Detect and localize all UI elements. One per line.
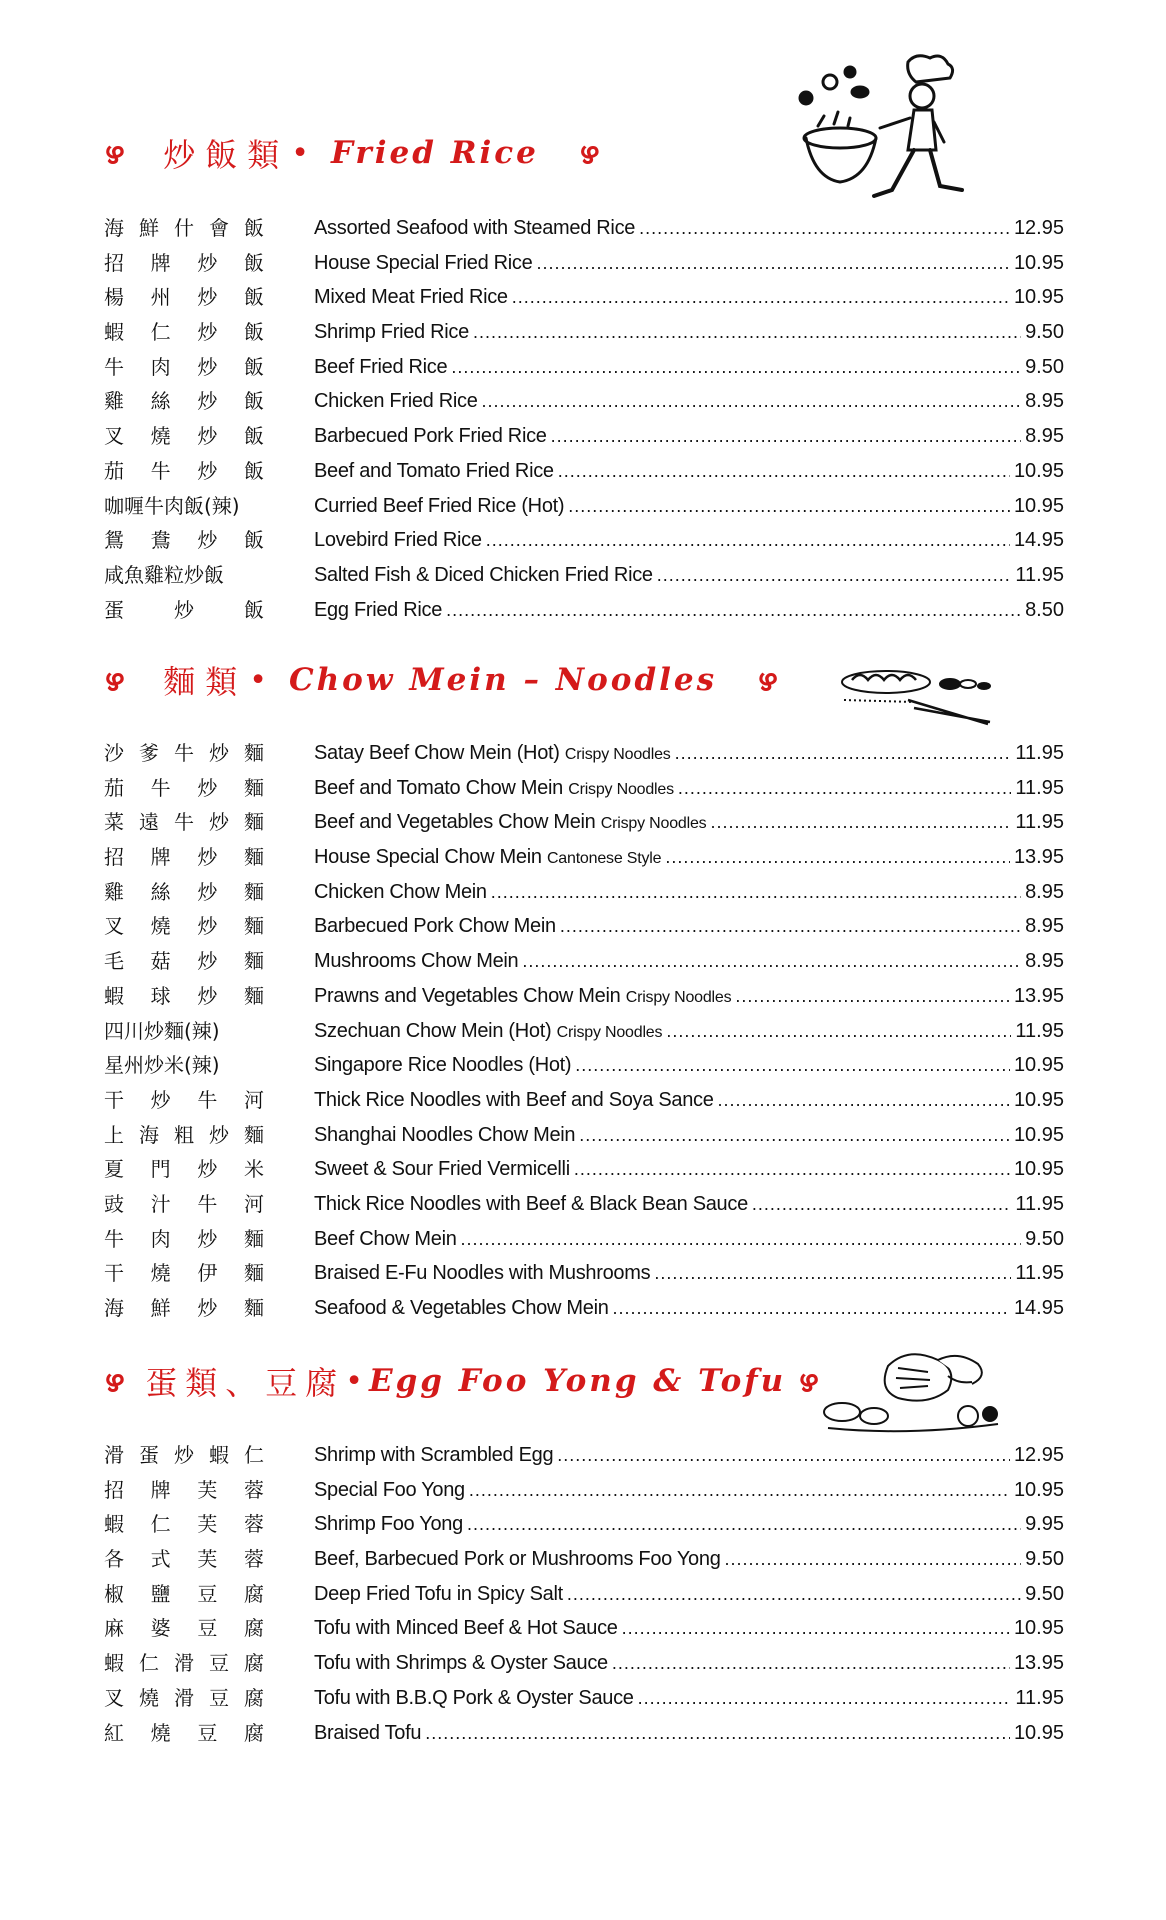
menu-item-chinese-name: 蝦 仁 滑 豆 腐 [104, 1651, 264, 1676]
menu-item-english-label: Shrimp Fried Rice [314, 321, 469, 344]
menu-item-english-label: Egg Fried Rice [314, 598, 443, 621]
dot-leader [638, 1681, 1012, 1716]
menu-item-english-name [314, 1577, 563, 1612]
menu-item-english-label: Tofu with Minced Beef & Hot Sauce [314, 1617, 618, 1640]
menu-item-english-name [314, 350, 447, 385]
menu-item-note: Crispy Noodles [556, 1023, 663, 1041]
menu-item-chinese-name: 招 牌 芙 蓉 [104, 1477, 264, 1502]
swirl-left-icon: ഴ [104, 135, 124, 171]
menu-item-leader [314, 1014, 1064, 1049]
menu-item-english-name [314, 979, 731, 1016]
menu-item-leader [314, 1256, 1064, 1291]
menu-item-leader [314, 454, 1064, 489]
menu-item-price: 9.50 [1025, 355, 1064, 378]
section-title-cn: 麵類 [163, 663, 248, 701]
menu-item-english-name [314, 1507, 463, 1542]
dot-leader [725, 1542, 1022, 1577]
menu-item-english-name [314, 771, 674, 808]
menu-item-chinese-name: 四川炒麵(辣) [104, 1018, 220, 1043]
menu-item-english-label: Shrimp Foo Yong [314, 1513, 463, 1536]
menu-item-chinese-name: 雞 絲 炒 飯 [104, 389, 264, 414]
menu-item-price: 9.50 [1025, 1582, 1064, 1605]
menu-item-chinese-name: 蝦 仁 炒 飯 [104, 320, 264, 345]
menu-item-chinese-name: 招 牌 炒 飯 [104, 250, 264, 275]
menu-item-row [104, 1716, 1064, 1751]
menu-item-chinese-name: 星州炒米(辣) [104, 1053, 220, 1078]
menu-item-row [104, 1611, 1064, 1646]
dot-leader [654, 1256, 1011, 1291]
menu-item-note: Crispy Noodles [568, 780, 674, 798]
menu-list-chow-mein [104, 736, 1064, 1326]
dot-leader [612, 1646, 1010, 1681]
menu-item-row [104, 979, 1064, 1014]
menu-item-price: 10.95 [1013, 1054, 1064, 1077]
section-title-en: Egg Foo Yong & Tofu [368, 1363, 787, 1399]
dot-leader [491, 875, 1021, 910]
menu-item-leader [314, 1507, 1064, 1542]
menu-item-leader [314, 1152, 1064, 1187]
menu-item-english-label: Chicken Fried Rice [314, 390, 478, 413]
menu-item-row [104, 1222, 1064, 1257]
menu-item-price: 8.50 [1025, 598, 1064, 621]
menu-item-row [104, 805, 1064, 840]
menu-item-row [104, 1646, 1064, 1681]
menu-item-chinese-name: 咸魚雞粒炒飯 [104, 562, 224, 587]
menu-item-chinese-name: 鴛 鴦 炒 飯 [104, 528, 264, 553]
dot-leader [451, 350, 1021, 385]
menu-item-row [104, 1118, 1064, 1153]
section-title-cn: 蛋類、豆腐 [145, 1364, 346, 1402]
menu-item-chinese-name: 茄 牛 炒 麵 [104, 775, 264, 800]
menu-item-leader [314, 211, 1064, 246]
menu-item-row [104, 1438, 1064, 1473]
title-separator-dot: • [345, 1363, 363, 1399]
menu-item-chinese-name: 叉 燒 炒 麵 [104, 914, 264, 939]
menu-item-price: 12.95 [1013, 217, 1064, 239]
menu-item-price: 11.95 [1015, 1019, 1064, 1042]
dot-leader [639, 211, 1010, 246]
menu-item-english-name [314, 1256, 650, 1291]
menu-item-row [104, 489, 1064, 524]
menu-item-english-name [314, 558, 653, 593]
dot-leader [473, 315, 1021, 350]
menu-item-english-name [314, 1611, 618, 1646]
menu-item-row [104, 875, 1064, 910]
menu-item-chinese-name: 蝦 球 炒 麵 [104, 983, 264, 1008]
menu-item-price: 9.50 [1025, 321, 1064, 344]
menu-item-row [104, 1577, 1064, 1612]
menu-item-english-name [314, 489, 564, 524]
menu-item-row [104, 736, 1064, 771]
menu-item-english-name [314, 454, 554, 489]
menu-item-leader [314, 805, 1064, 840]
dot-leader [461, 1222, 1022, 1257]
menu-item-price: 9.50 [1025, 1548, 1064, 1571]
menu-item-english-name [314, 1291, 609, 1326]
dot-leader [574, 1152, 1010, 1187]
menu-item-chinese-name: 海 鮮 炒 麵 [104, 1296, 264, 1320]
menu-item-price: 10.95 [1013, 1158, 1064, 1181]
menu-item-english-label: Satay Beef Chow Mein (Hot) [314, 742, 560, 764]
menu-item-leader [314, 350, 1064, 385]
menu-item-row [104, 419, 1064, 454]
menu-item-row [104, 840, 1064, 875]
menu-item-price: 10.95 [1013, 286, 1064, 309]
menu-item-price: 10.95 [1013, 1478, 1064, 1501]
menu-item-price: 12.95 [1013, 1444, 1064, 1466]
menu-item-english-label: Braised Tofu [314, 1721, 422, 1744]
section-title-cn: 炒飯類 [163, 136, 290, 174]
menu-item-chinese-name: 毛 菇 炒 麵 [104, 949, 264, 974]
menu-item-row [104, 211, 1064, 246]
menu-item-english-name [314, 593, 442, 628]
menu-item-chinese-name: 上 海 粗 炒 麵 [104, 1122, 264, 1147]
menu-item-leader [314, 384, 1064, 419]
menu-item-english-name [314, 419, 547, 454]
menu-item-price: 8.95 [1025, 950, 1064, 973]
menu-item-chinese-name: 沙 爹 牛 炒 麵 [104, 741, 264, 765]
menu-item-english-label: Beef and Vegetables Chow Mein [314, 811, 596, 834]
menu-item-chinese-name: 干 燒 伊 麵 [104, 1261, 264, 1286]
menu-item-chinese-name: 牛 肉 炒 麵 [104, 1226, 264, 1251]
menu-item-price: 14.95 [1013, 1297, 1064, 1319]
menu-item-leader [314, 246, 1064, 281]
menu-item-price: 8.95 [1025, 425, 1064, 448]
menu-item-price: 10.95 [1013, 459, 1064, 482]
menu-item-english-label: Szechuan Chow Mein (Hot) [314, 1019, 552, 1042]
menu-item-english-name [314, 523, 482, 558]
menu-item-note: Crispy Noodles [564, 746, 671, 763]
menu-item-leader [314, 1187, 1064, 1222]
menu-item-price: 10.95 [1013, 1123, 1064, 1146]
menu-item-leader [314, 1048, 1064, 1083]
menu-item-price: 11.95 [1015, 776, 1064, 799]
menu-item-leader [314, 1646, 1064, 1681]
menu-item-chinese-name: 牛 肉 炒 飯 [104, 354, 264, 379]
dot-leader [575, 1048, 1010, 1083]
menu-item-price: 11.95 [1015, 742, 1064, 764]
swirl-right-icon: ഴ [757, 662, 777, 698]
menu-item-english-name [314, 909, 556, 944]
dot-leader [579, 1118, 1010, 1153]
dot-leader [613, 1291, 1010, 1326]
menu-item-row [104, 315, 1064, 350]
menu-item-english-name [314, 1681, 634, 1716]
dot-leader [486, 523, 1010, 558]
menu-item-english-label: Lovebird Fried Rice [314, 529, 482, 552]
menu-item-english-name [314, 1187, 748, 1222]
menu-item-english-label: Chicken Chow Mein [314, 880, 487, 903]
menu-item-price: 11.95 [1015, 1686, 1064, 1709]
swirl-left-icon: ഴ [104, 1363, 124, 1399]
menu-item-english-label: Barbecued Pork Fried Rice [314, 425, 547, 448]
menu-item-english-label: Shrimp with Scrambled Egg [314, 1444, 554, 1466]
menu-item-english-label: Deep Fried Tofu in Spicy Salt [314, 1582, 563, 1605]
menu-item-price: 11.95 [1015, 563, 1064, 586]
menu-item-chinese-name: 椒 鹽 豆 腐 [104, 1581, 264, 1606]
dot-leader [558, 454, 1010, 489]
menu-item-english-name [314, 1222, 457, 1257]
menu-item-row [104, 523, 1064, 558]
menu-item-english-label: House Special Fried Rice [314, 251, 533, 274]
seafood-platter-icon [818, 1346, 1008, 1436]
section-header-chow-mein [104, 655, 776, 705]
menu-item-chinese-name: 叉 燒 滑 豆 腐 [104, 1685, 264, 1710]
menu-item-english-name [314, 246, 532, 281]
menu-item-price: 10.95 [1013, 251, 1064, 274]
dot-leader [678, 771, 1012, 806]
menu-item-english-name [314, 1646, 608, 1681]
menu-item-english-label: Sweet & Sour Fried Vermicelli [314, 1158, 570, 1181]
menu-item-chinese-name: 海 鮮 什 會 飯 [104, 216, 264, 240]
menu-item-chinese-name: 麻 婆 豆 腐 [104, 1616, 264, 1641]
menu-item-row [104, 1014, 1064, 1049]
menu-item-row [104, 246, 1064, 281]
menu-item-english-label: Tofu with Shrimps & Oyster Sauce [314, 1652, 608, 1675]
menu-item-price: 8.95 [1025, 880, 1064, 903]
menu-item-leader [314, 1222, 1064, 1257]
dot-leader [710, 805, 1011, 840]
dot-leader [665, 840, 1010, 875]
menu-item-leader [314, 280, 1064, 315]
menu-item-price: 10.95 [1013, 494, 1064, 517]
menu-item-row [104, 558, 1064, 593]
swirl-left-icon: ഴ [104, 662, 124, 698]
menu-item-leader [314, 875, 1064, 910]
menu-item-english-name [314, 875, 487, 910]
menu-item-english-label: Mixed Meat Fried Rice [314, 286, 508, 309]
dot-leader [482, 384, 1022, 419]
menu-item-english-label: Prawns and Vegetables Chow Mein [314, 984, 621, 1007]
menu-item-chinese-name: 紅 燒 豆 腐 [104, 1720, 264, 1745]
menu-item-chinese-name: 夏 門 炒 米 [104, 1157, 264, 1182]
menu-item-leader [314, 944, 1064, 979]
dish-chopsticks-icon [838, 660, 998, 730]
title-separator-dot: • [291, 135, 309, 171]
menu-item-price: 13.95 [1013, 846, 1064, 869]
dot-leader [675, 736, 1012, 771]
dot-leader [752, 1187, 1012, 1222]
menu-item-price: 10.95 [1013, 1088, 1064, 1111]
menu-item-english-label: Mushrooms Chow Mein [314, 950, 519, 973]
menu-item-leader [314, 909, 1064, 944]
menu-item-note: Cantonese Style [546, 850, 662, 868]
dot-leader [512, 280, 1010, 315]
menu-item-chinese-name: 豉 汁 牛 河 [104, 1191, 264, 1216]
swirl-right-icon: ഴ [578, 135, 599, 171]
menu-item-leader [314, 1083, 1064, 1118]
menu-item-row [104, 593, 1064, 628]
menu-item-row [104, 1681, 1064, 1716]
dot-leader [735, 979, 1010, 1014]
menu-item-english-name [314, 1716, 421, 1751]
menu-item-row [104, 1083, 1064, 1118]
menu-item-english-label: Seafood & Vegetables Chow Mein [314, 1297, 609, 1319]
menu-item-note: Crispy Noodles [625, 988, 732, 1006]
dot-leader [469, 1473, 1010, 1508]
menu-item-english-label: Salted Fish & Diced Chicken Fried Rice [314, 563, 653, 586]
menu-item-row [104, 1152, 1064, 1187]
menu-item-leader [314, 593, 1064, 628]
menu-item-row [104, 280, 1064, 315]
menu-item-price: 8.95 [1025, 915, 1064, 938]
menu-item-row [104, 454, 1064, 489]
menu-item-row [104, 1291, 1064, 1326]
dot-leader [567, 1577, 1021, 1612]
menu-item-english-label: Thick Rice Noodles with Beef & Black Bean Sauce [314, 1192, 748, 1215]
menu-item-chinese-name: 茄 牛 炒 飯 [104, 458, 264, 483]
menu-item-leader [314, 558, 1064, 593]
menu-item-english-name [314, 211, 635, 246]
dot-leader [536, 246, 1009, 281]
section-header-egg-foo-yong-tofu [104, 1356, 817, 1406]
menu-item-row [104, 944, 1064, 979]
menu-item-chinese-name: 蝦 仁 芙 蓉 [104, 1512, 264, 1537]
menu-list-egg-foo-yong-tofu [104, 1438, 1064, 1750]
menu-item-price: 13.95 [1013, 1652, 1064, 1675]
menu-item-row [104, 1187, 1064, 1222]
menu-item-price: 8.95 [1025, 390, 1064, 413]
menu-item-chinese-name: 咖喱牛肉飯(辣) [104, 493, 240, 518]
menu-list-fried-rice [104, 211, 1064, 627]
menu-item-english-label: Beef Chow Mein [314, 1227, 457, 1250]
dot-leader [622, 1611, 1010, 1646]
menu-item-english-name [314, 1473, 465, 1508]
menu-item-leader [314, 1577, 1064, 1612]
menu-item-row [104, 350, 1064, 385]
menu-item-leader [314, 771, 1064, 806]
menu-item-chinese-name: 雞 絲 炒 麵 [104, 879, 264, 904]
menu-item-english-name [314, 1014, 662, 1051]
menu-item-price: 9.50 [1025, 1227, 1064, 1250]
menu-item-price: 11.95 [1015, 1262, 1064, 1285]
menu-item-price: 10.95 [1013, 1617, 1064, 1640]
dot-leader [425, 1716, 1010, 1751]
menu-item-row [104, 1507, 1064, 1542]
menu-item-english-label: Special Foo Yong [314, 1478, 465, 1501]
menu-item-english-label: Beef Fried Rice [314, 355, 448, 378]
menu-item-leader [314, 1438, 1064, 1473]
menu-item-chinese-name: 菜 遠 牛 炒 麵 [104, 810, 264, 835]
dot-leader [718, 1083, 1010, 1118]
menu-item-leader [314, 419, 1064, 454]
menu-item-chinese-name: 干 炒 牛 河 [104, 1087, 264, 1112]
section-title-en: Fried Rice [330, 135, 539, 171]
menu-item-english-name [314, 1118, 575, 1153]
menu-item-english-label: Thick Rice Noodles with Beef and Soya Sance [314, 1088, 714, 1111]
section-header-fried-rice [104, 128, 598, 178]
dot-leader [560, 909, 1021, 944]
menu-item-price: 9.95 [1025, 1513, 1064, 1536]
menu-item-chinese-name: 楊 州 炒 飯 [104, 285, 264, 310]
menu-item-english-label: Assorted Seafood with Steamed Rice [314, 217, 636, 239]
menu-item-leader [314, 1291, 1064, 1326]
dot-leader [657, 558, 1012, 593]
menu-item-leader [314, 840, 1064, 875]
menu-item-english-label: House Special Chow Mein [314, 846, 542, 869]
menu-item-english-label: Tofu with B.B.Q Pork & Oyster Sauce [314, 1686, 634, 1709]
menu-item-english-label: Singapore Rice Noodles (Hot) [314, 1054, 572, 1077]
menu-item-english-label: Curried Beef Fried Rice (Hot) [314, 494, 565, 517]
menu-item-leader [314, 736, 1064, 771]
menu-item-english-name [314, 944, 518, 979]
menu-item-chinese-name: 叉 燒 炒 飯 [104, 424, 264, 449]
menu-item-english-label: Shanghai Noodles Chow Mein [314, 1123, 576, 1146]
menu-item-leader [314, 315, 1064, 350]
dot-leader [446, 593, 1021, 628]
menu-item-english-label: Beef and Tomato Chow Mein [314, 776, 563, 799]
menu-item-leader [314, 1611, 1064, 1646]
menu-item-english-name [314, 315, 469, 350]
menu-item-row [104, 771, 1064, 806]
menu-item-row [104, 384, 1064, 419]
menu-item-english-name [314, 1048, 571, 1083]
menu-item-price: 14.95 [1013, 529, 1064, 552]
menu-item-leader [314, 1473, 1064, 1508]
menu-item-price: 10.95 [1013, 1721, 1064, 1744]
menu-item-english-label: Beef, Barbecued Pork or Mushrooms Foo Yong [314, 1548, 721, 1571]
menu-item-leader [314, 1716, 1064, 1751]
dot-leader [666, 1014, 1011, 1049]
menu-item-english-name [314, 1542, 721, 1577]
menu-item-row [104, 1542, 1064, 1577]
menu-item-english-name [314, 840, 661, 877]
menu-item-english-label: Braised E-Fu Noodles with Mushrooms [314, 1262, 651, 1285]
menu-item-english-name [314, 1438, 553, 1473]
menu-item-row [104, 909, 1064, 944]
menu-item-english-label: Barbecued Pork Chow Mein [314, 915, 556, 938]
menu-item-price: 13.95 [1013, 984, 1064, 1007]
menu-item-english-name [314, 1152, 570, 1187]
menu-item-leader [314, 1542, 1064, 1577]
menu-item-leader [314, 979, 1064, 1014]
dot-leader [557, 1438, 1010, 1473]
menu-item-english-label: Beef and Tomato Fried Rice [314, 459, 554, 482]
menu-item-chinese-name: 各 式 芙 蓉 [104, 1547, 264, 1572]
menu-item-chinese-name: 蛋 炒 飯 [104, 597, 264, 622]
dot-leader [551, 419, 1021, 454]
swirl-right-icon: ഴ [798, 1363, 818, 1399]
title-separator-dot: • [249, 662, 267, 698]
section-title-en: Chow Mein – Noodles [288, 662, 718, 698]
menu-item-row [104, 1473, 1064, 1508]
menu-item-price: 11.95 [1015, 1192, 1064, 1215]
menu-item-price: 11.95 [1015, 811, 1064, 834]
menu-item-chinese-name: 滑 蛋 炒 蝦 仁 [104, 1443, 264, 1467]
dot-leader [467, 1507, 1021, 1542]
menu-item-note: Crispy Noodles [600, 815, 707, 833]
menu-item-leader [314, 1118, 1064, 1153]
menu-item-row [104, 1256, 1064, 1291]
menu-item-leader [314, 489, 1064, 524]
dot-leader [522, 944, 1021, 979]
menu-item-chinese-name: 招 牌 炒 麵 [104, 845, 264, 870]
menu-item-row [104, 1048, 1064, 1083]
menu-item-leader [314, 523, 1064, 558]
menu-item-leader [314, 1681, 1064, 1716]
menu-item-english-name [314, 736, 671, 773]
menu-item-english-name [314, 384, 478, 419]
menu-item-english-name [314, 280, 508, 315]
chef-illustration-icon [790, 52, 970, 212]
menu-item-english-name [314, 1083, 714, 1118]
menu-item-english-name [314, 805, 706, 842]
dot-leader [568, 489, 1010, 524]
